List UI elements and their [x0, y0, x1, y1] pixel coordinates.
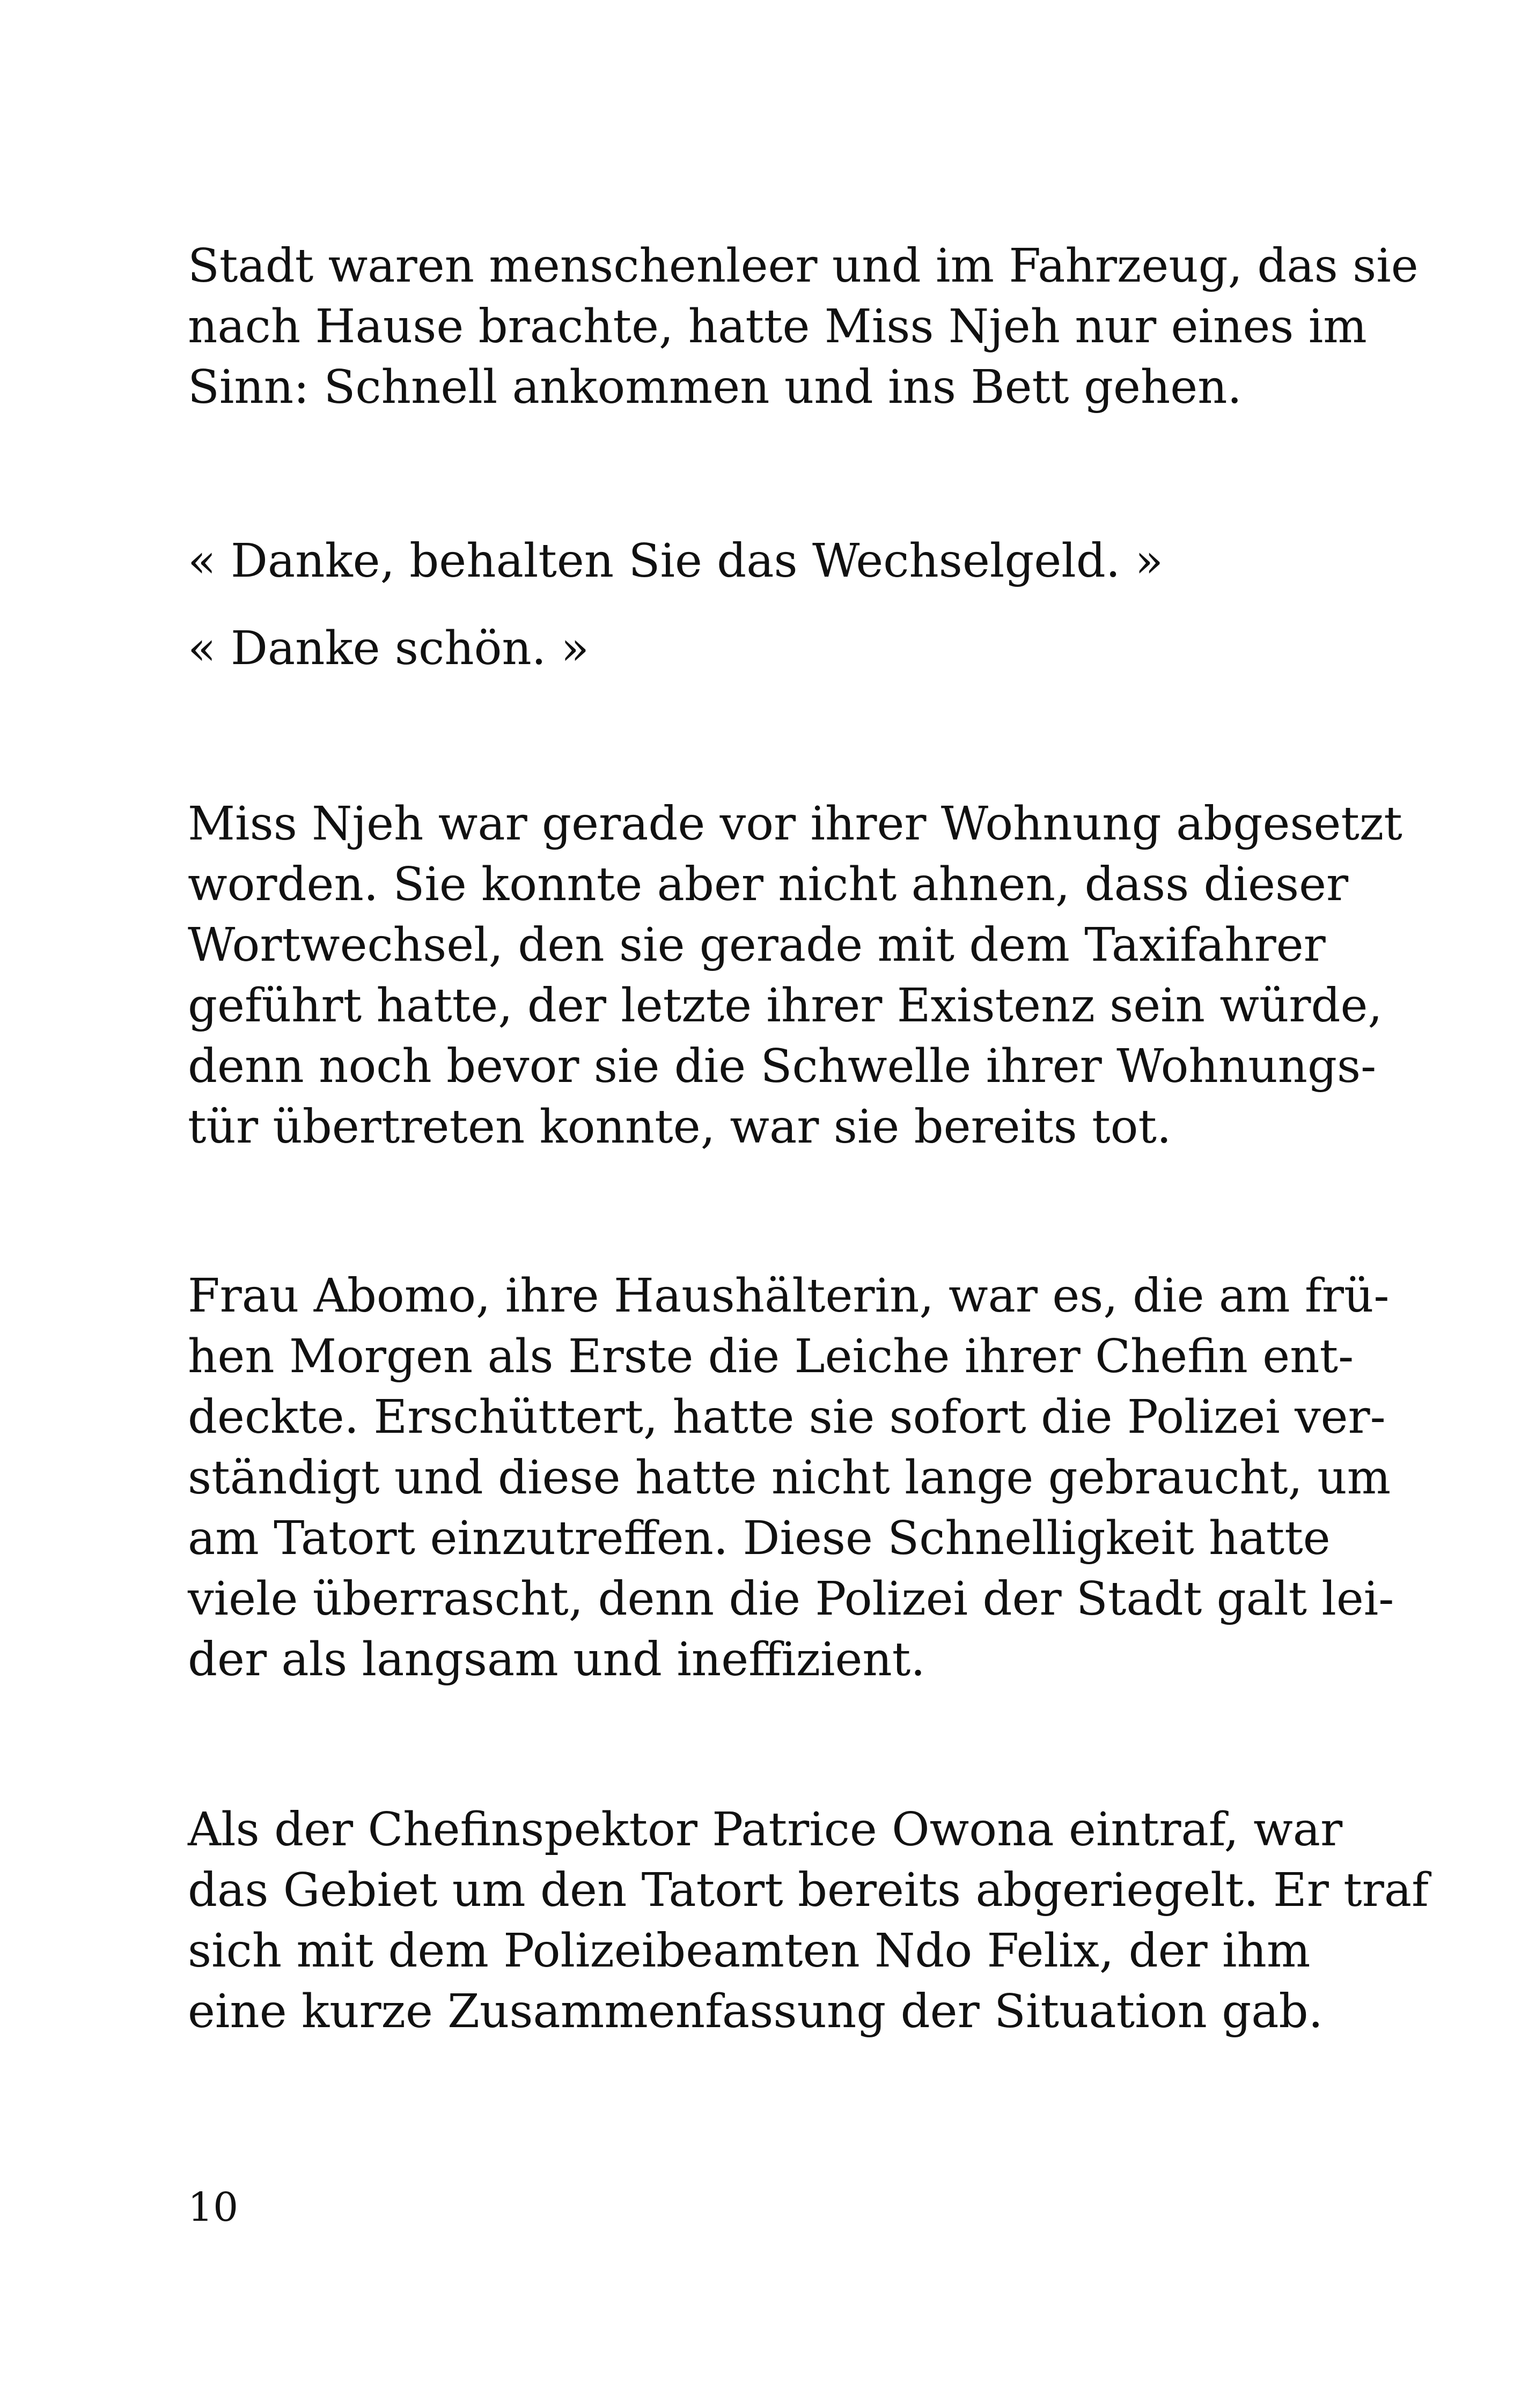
text-line: Sinn: Schnell ankommen und ins Bett gehen.	[188, 360, 1242, 414]
page-number: 10	[188, 2184, 239, 2230]
text-line: viele überrascht, denn die Polizei der Stadt galt lei-	[188, 1572, 1394, 1626]
paragraph-4	[188, 1800, 1429, 2042]
text-line: Als der Chefinspektor Patrice Owona eintraf, war	[188, 1803, 1343, 1857]
text-line: tür übertreten konnte, war sie bereits tot.	[188, 1100, 1172, 1154]
text-line: nach Hause brachte, hatte Miss Njeh nur eines im	[188, 300, 1367, 354]
paragraph-2	[188, 794, 1402, 1158]
text-line: Frau Abomo, ihre Haushälterin, war es, die am frü-	[188, 1269, 1390, 1323]
text-line: denn noch bevor sie die Schwelle ihrer Wohnungs-	[188, 1040, 1377, 1093]
text-line: das Gebiet um den Tatort bereits abgeriegelt. Er traf	[188, 1864, 1429, 1917]
text-line: hen Morgen als Erste die Leiche ihrer Chefin ent-	[188, 1330, 1354, 1383]
dialogue-line-2: « Danke schön. »	[188, 622, 590, 675]
text-line: deckte. Erschüttert, hatte sie sofort die Polizei ver-	[188, 1390, 1386, 1444]
text-line: ständigt und diese hatte nicht lange gebraucht, um	[188, 1451, 1391, 1505]
dialogue-line-1: « Danke, behalten Sie das Wechselgeld. »	[188, 534, 1164, 588]
text-line: am Tatort einzutreffen. Diese Schnelligkeit hatte	[188, 1512, 1331, 1565]
paragraph-1	[188, 236, 1419, 418]
paragraph-3	[188, 1266, 1394, 1690]
text-line: eine kurze Zusammenfassung der Situation gab.	[188, 1985, 1323, 2038]
text-line: Miss Njeh war gerade vor ihrer Wohnung abgesetzt	[188, 797, 1402, 851]
text-line: worden. Sie konnte aber nicht ahnen, dass dieser	[188, 858, 1349, 911]
text-line: Wortwechsel, den sie gerade mit dem Taxifahrer	[188, 918, 1326, 972]
text-line: sich mit dem Polizeibeamten Ndo Felix, der ihm	[188, 1924, 1311, 1978]
text-line: der als langsam und ineffizient.	[188, 1633, 925, 1687]
text-line: Stadt waren menschenleer und im Fahrzeug, das sie	[188, 239, 1419, 293]
text-line: geführt hatte, der letzte ihrer Existenz sein würde,	[188, 979, 1383, 1033]
